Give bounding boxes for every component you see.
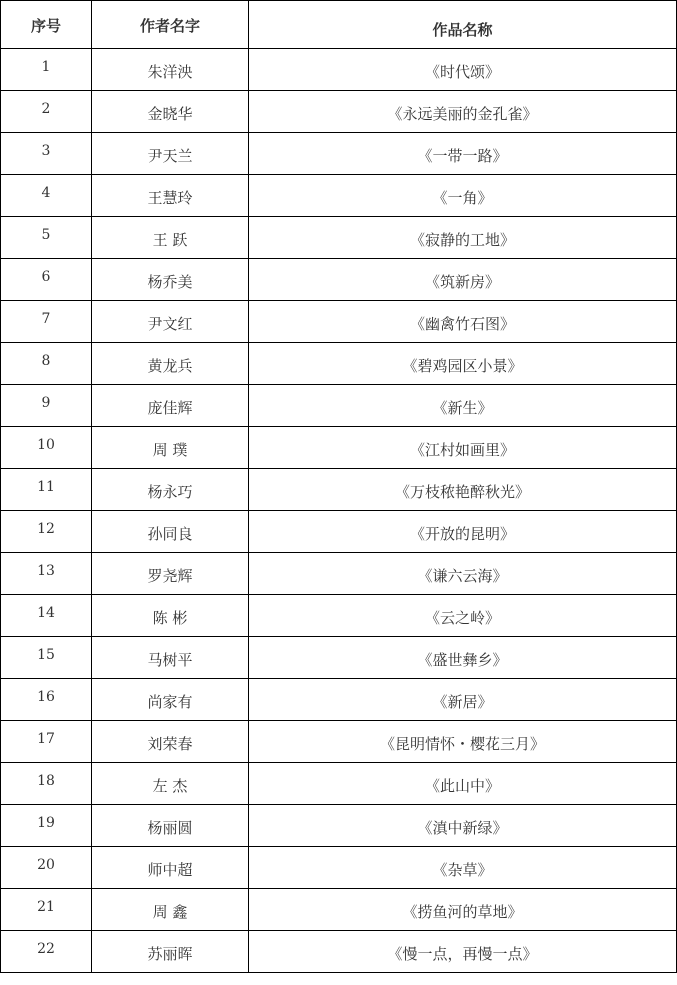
work-title-cell <box>249 469 677 511</box>
row-number-cell <box>1 301 92 343</box>
author-name: 杨永巧 <box>147 483 193 501</box>
work-title-cell <box>249 511 677 553</box>
row-number: 5 <box>41 226 51 243</box>
work-title-cell <box>249 175 677 217</box>
table-body <box>1 49 677 973</box>
row-number: 6 <box>41 268 51 285</box>
row-number: 1 <box>41 58 51 75</box>
row-number-cell <box>1 805 92 847</box>
author-name: 尹天兰 <box>147 147 193 165</box>
row-number: 13 <box>37 562 55 579</box>
row-number: 17 <box>37 730 55 747</box>
table-row <box>1 637 677 679</box>
author-name-cell <box>92 301 249 343</box>
work-title-cell <box>249 763 677 805</box>
author-name-cell <box>92 763 249 805</box>
row-number: 9 <box>41 394 51 411</box>
row-number-cell <box>1 721 92 763</box>
author-name: 师中超 <box>147 861 193 879</box>
header-work-label: 作品名称 <box>432 21 493 39</box>
work-title-cell <box>249 889 677 931</box>
row-number: 8 <box>41 352 51 369</box>
table-row <box>1 679 677 721</box>
row-number: 15 <box>37 646 55 663</box>
work-title-cell <box>249 931 677 973</box>
work-title-cell <box>249 637 677 679</box>
author-name: 罗尧辉 <box>147 567 193 585</box>
work-title-cell <box>249 301 677 343</box>
author-name: 尚家有 <box>147 693 193 711</box>
row-number: 11 <box>37 478 55 495</box>
table-row <box>1 595 677 637</box>
row-number-cell <box>1 217 92 259</box>
row-number: 19 <box>37 814 55 831</box>
author-name: 杨丽圆 <box>147 819 193 837</box>
author-name-cell <box>92 511 249 553</box>
row-number-cell <box>1 511 92 553</box>
work-title-cell <box>249 847 677 889</box>
table-row <box>1 91 677 133</box>
author-name: 黄龙兵 <box>147 357 193 375</box>
author-name: 尹文红 <box>147 315 193 333</box>
row-number-cell <box>1 679 92 721</box>
row-number-cell <box>1 763 92 805</box>
author-name-cell <box>92 385 249 427</box>
author-name-cell <box>92 721 249 763</box>
work-title-cell <box>249 343 677 385</box>
author-name: 金晓华 <box>147 105 193 123</box>
row-number: 2 <box>41 100 51 117</box>
author-name-cell <box>92 679 249 721</box>
table-row <box>1 847 677 889</box>
author-name: 苏丽晖 <box>147 945 193 963</box>
work-title-cell <box>249 427 677 469</box>
work-title-cell <box>249 721 677 763</box>
author-name-cell <box>92 805 249 847</box>
row-number: 4 <box>41 184 51 201</box>
table-row <box>1 427 677 469</box>
work-title: 《筑新房》 <box>424 273 500 291</box>
row-number-cell <box>1 385 92 427</box>
author-name: 孙同良 <box>147 525 193 543</box>
row-number: 7 <box>41 310 51 327</box>
author-name-cell <box>92 889 249 931</box>
author-name-cell <box>92 427 249 469</box>
row-number: 21 <box>37 898 55 915</box>
header-no-label: 序号 <box>30 17 61 35</box>
table-row <box>1 763 677 805</box>
work-title: 《新生》 <box>432 399 493 417</box>
work-title-cell <box>249 595 677 637</box>
work-title: 《万枝秾艳醉秋光》 <box>394 483 530 501</box>
work-title-cell <box>249 259 677 301</box>
header-author-label: 作者名字 <box>139 17 200 35</box>
author-name: 王 跃 <box>152 231 188 249</box>
work-title: 《时代颂》 <box>424 63 500 81</box>
row-number-cell <box>1 427 92 469</box>
work-title-cell <box>249 217 677 259</box>
row-number-cell <box>1 133 92 175</box>
row-number: 3 <box>41 142 51 159</box>
work-title-cell <box>249 385 677 427</box>
author-name-cell <box>92 469 249 511</box>
author-name-cell <box>92 49 249 91</box>
author-name: 朱洋泱 <box>147 63 193 81</box>
work-title: 《永远美丽的金孔雀》 <box>387 105 538 123</box>
author-name: 周 鑫 <box>152 903 188 921</box>
work-title: 《寂静的工地》 <box>409 231 515 249</box>
table-row <box>1 511 677 553</box>
row-number: 12 <box>37 520 55 537</box>
row-number-cell <box>1 847 92 889</box>
table-row <box>1 931 677 973</box>
row-number-cell <box>1 931 92 973</box>
work-title-cell <box>249 133 677 175</box>
work-title: 《谦六云海》 <box>417 567 508 585</box>
table-row <box>1 343 677 385</box>
work-title: 《捞鱼河的草地》 <box>402 903 523 921</box>
work-title: 《一带一路》 <box>417 147 508 165</box>
row-number: 10 <box>37 436 55 453</box>
work-title: 《昆明情怀・樱花三月》 <box>379 735 545 753</box>
work-title-cell <box>249 805 677 847</box>
author-name-cell <box>92 175 249 217</box>
work-title: 《新居》 <box>432 693 493 711</box>
table-row <box>1 889 677 931</box>
table-row <box>1 217 677 259</box>
row-number-cell <box>1 259 92 301</box>
author-name-cell <box>92 847 249 889</box>
table-row <box>1 721 677 763</box>
work-title: 《云之岭》 <box>424 609 500 627</box>
work-title: 《碧鸡园区小景》 <box>402 357 523 375</box>
author-name: 庞佳辉 <box>147 399 193 417</box>
table-row <box>1 49 677 91</box>
row-number-cell <box>1 469 92 511</box>
author-name: 周 璞 <box>152 441 188 459</box>
author-name: 刘荣春 <box>147 735 193 753</box>
table-row <box>1 301 677 343</box>
table-row <box>1 175 677 217</box>
row-number: 16 <box>37 688 55 705</box>
work-title: 《滇中新绿》 <box>417 819 508 837</box>
author-name: 左 杰 <box>152 777 188 795</box>
row-number-cell <box>1 595 92 637</box>
work-title-cell <box>249 553 677 595</box>
author-name-cell <box>92 91 249 133</box>
row-number: 20 <box>37 856 55 873</box>
table-row <box>1 259 677 301</box>
work-title: 《慢一点，再慢一点》 <box>387 945 538 963</box>
row-number: 18 <box>37 772 55 789</box>
author-name: 陈 彬 <box>152 609 188 627</box>
table-header-row <box>1 1 677 49</box>
work-title-cell <box>249 679 677 721</box>
row-number-cell <box>1 637 92 679</box>
author-name-cell <box>92 133 249 175</box>
row-number-cell <box>1 889 92 931</box>
author-name: 马树平 <box>147 651 193 669</box>
row-number: 14 <box>37 604 55 621</box>
header-no <box>1 1 92 49</box>
table-row <box>1 385 677 427</box>
author-name: 杨乔美 <box>147 273 193 291</box>
work-title: 《江村如画里》 <box>409 441 515 459</box>
row-number-cell <box>1 175 92 217</box>
row-number-cell <box>1 91 92 133</box>
table-row <box>1 469 677 511</box>
author-name-cell <box>92 217 249 259</box>
table-row <box>1 805 677 847</box>
author-name-cell <box>92 343 249 385</box>
work-title-cell <box>249 91 677 133</box>
work-title-cell <box>249 49 677 91</box>
work-title: 《幽禽竹石图》 <box>409 315 515 333</box>
table-row <box>1 133 677 175</box>
row-number-cell <box>1 553 92 595</box>
author-name-cell <box>92 259 249 301</box>
table-row <box>1 553 677 595</box>
header-author <box>92 1 249 49</box>
row-number-cell <box>1 343 92 385</box>
work-title: 《一角》 <box>432 189 493 207</box>
work-title: 《此山中》 <box>424 777 500 795</box>
author-name-cell <box>92 637 249 679</box>
work-title: 《杂草》 <box>432 861 493 879</box>
author-name: 王慧玲 <box>147 189 193 207</box>
row-number: 22 <box>37 940 55 957</box>
work-title: 《盛世彝乡》 <box>417 651 508 669</box>
work-title: 《开放的昆明》 <box>409 525 515 543</box>
header-work <box>249 1 677 49</box>
author-name-cell <box>92 595 249 637</box>
author-name-cell <box>92 931 249 973</box>
row-number-cell <box>1 49 92 91</box>
author-name-cell <box>92 553 249 595</box>
